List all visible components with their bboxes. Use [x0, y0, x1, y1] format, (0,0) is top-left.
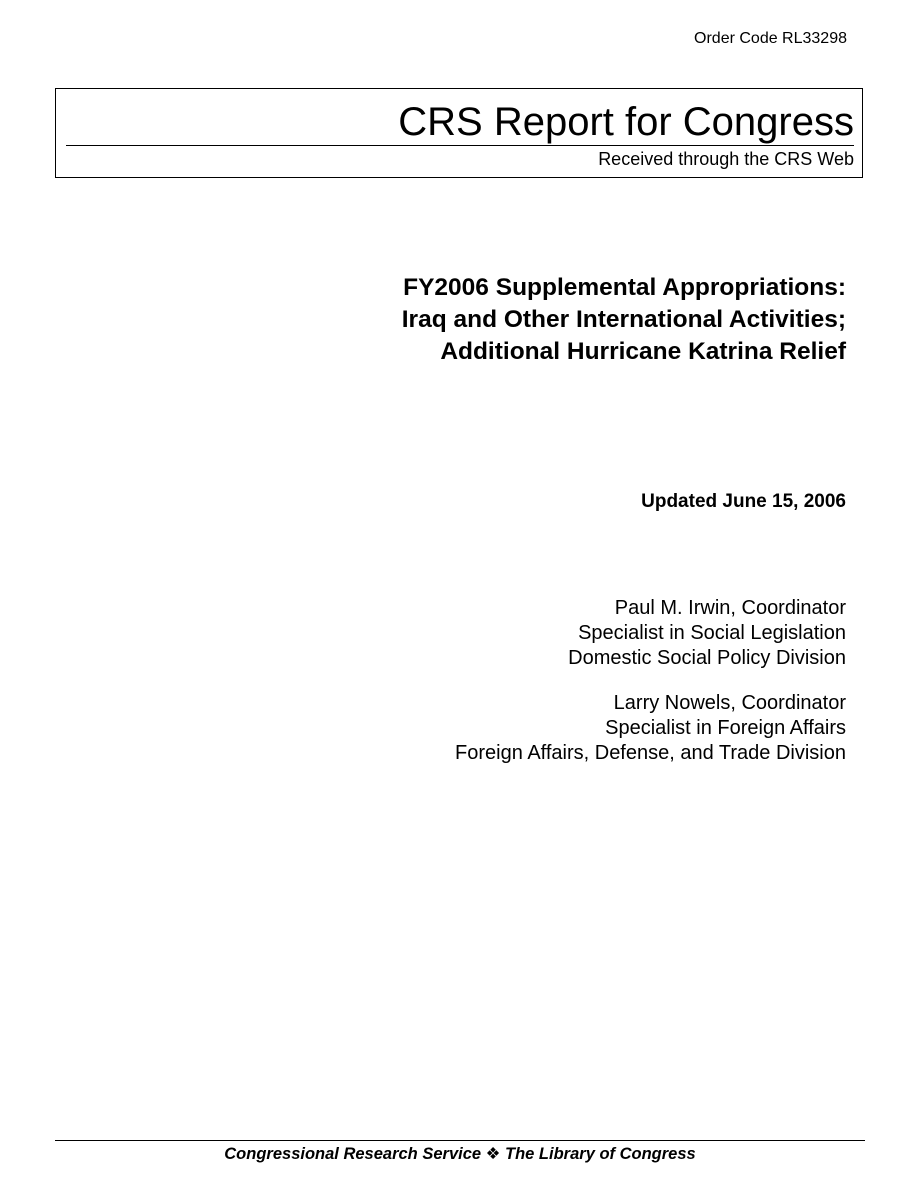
order-code: Order Code RL33298 — [694, 30, 847, 47]
author-list — [246, 596, 846, 786]
author-block — [246, 691, 846, 766]
report-title-line: Additional Hurricane Katrina Relief — [440, 338, 846, 365]
report-series-subtitle: Received through the CRS Web — [598, 149, 854, 169]
updated-date: Updated June 15, 2006 — [641, 491, 846, 512]
report-title-line: FY2006 Supplemental Appropriations: — [403, 274, 846, 301]
author-division: Domestic Social Policy Division — [568, 647, 846, 669]
footer-credit: Congressional Research Service ❖ The Library of Congress — [224, 1145, 696, 1163]
author-name: Larry Nowels, Coordinator — [613, 692, 846, 714]
report-header-box — [55, 88, 863, 178]
author-role: Specialist in Social Legislation — [578, 622, 846, 644]
header-divider — [66, 145, 854, 146]
author-role: Specialist in Foreign Affairs — [605, 717, 846, 739]
footer-divider — [55, 1140, 865, 1141]
author-name: Paul M. Irwin, Coordinator — [614, 597, 846, 619]
author-block — [246, 596, 846, 671]
author-division: Foreign Affairs, Defense, and Trade Division — [455, 742, 846, 764]
report-title-line: Iraq and Other International Activities; — [401, 306, 846, 333]
report-series-title: CRS Report for Congress — [398, 100, 854, 144]
report-title — [226, 272, 846, 368]
